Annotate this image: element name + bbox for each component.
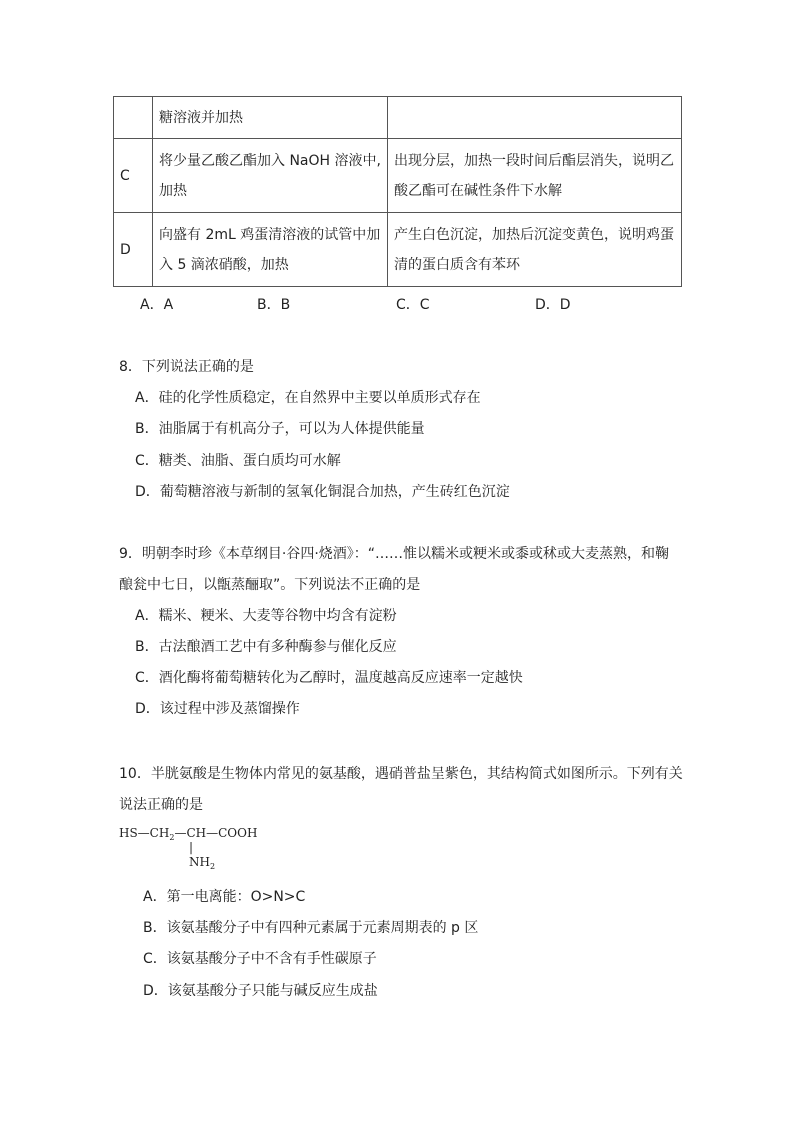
q10-option-b[interactable]: B．该氨基酸分子中有四种元素属于元素周期表的 p 区 (143, 920, 479, 936)
formula-bond-line: | (189, 840, 194, 854)
operation-cell: 糖溶液并加热 (153, 97, 388, 139)
q10-stem-line2: 说法正确的是 (119, 797, 203, 813)
conclusion-cell: 出现分层，加热一段时间后酯层消失，说明乙 酸乙酯可在碱性条件下水解 (388, 139, 682, 213)
formula-amino-group: $NH_2$ (189, 855, 216, 871)
row-label: D (114, 213, 153, 287)
q8-stem: 8．下列说法正确的是 (119, 359, 254, 375)
q9-stem-line2: 酿瓮中七日，以甑蒸酾取”。下列说法不正确的是 (119, 577, 421, 593)
experiment-table (113, 96, 682, 287)
q7-option-c[interactable]: C．C (396, 297, 430, 313)
table-row (114, 97, 682, 139)
q9-option-c[interactable]: C．酒化酶将葡萄糖转化为乙醇时，温度越高反应速率一定越快 (135, 670, 523, 686)
q7-options (140, 294, 640, 314)
conclusion-cell: 产生白色沉淀，加热后沉淀变黄色，说明鸡蛋 清的蛋白质含有苯环 (388, 213, 682, 287)
q9-option-a[interactable]: A．糯米、粳米、大麦等谷物中均含有淀粉 (135, 608, 397, 624)
q9-option-b[interactable]: B．古法酿酒工艺中有多种酶参与催化反应 (135, 639, 397, 655)
q7-option-a[interactable]: A．A (140, 297, 174, 313)
q9-stem-line1: 9．明朝李时珍《本草纲目·谷四·烧酒》：“……惟以糯米或粳米或黍或秫或大麦蒸熟，和鞠 (119, 546, 670, 562)
structural-formula: $HS—CH_2—CH—COOH$ (119, 826, 258, 842)
q9-option-d[interactable]: D．该过程中涉及蒸馏操作 (135, 701, 300, 717)
q8-option-d[interactable]: D．葡萄糖溶液与新制的氢氧化铜混合加热，产生砖红色沉淀 (135, 484, 510, 500)
q7-option-d[interactable]: D．D (535, 297, 571, 313)
row-label (114, 97, 153, 139)
q8-option-a[interactable]: A．硅的化学性质稳定，在自然界中主要以单质形式存在 (135, 390, 481, 406)
table-row (114, 213, 682, 287)
q8-option-c[interactable]: C．糖类、油脂、蛋白质均可水解 (135, 453, 341, 469)
operation-cell: 将少量乙酸乙酯加入 NaOH 溶液中, 加热 (153, 139, 388, 213)
q8-option-b[interactable]: B．油脂属于有机高分子，可以为人体提供能量 (135, 421, 425, 437)
row-label: C (114, 139, 153, 213)
table-row (114, 139, 682, 213)
q10-stem-line1: 10．半胱氨酸是生物体内常见的氨基酸，遇硝普盐呈紫色，其结构简式如图所示。下列有关 (119, 766, 683, 782)
operation-cell: 向盛有 2mL 鸡蛋清溶液的试管中加 入 5 滴浓硝酸，加热 (153, 213, 388, 287)
conclusion-cell (388, 97, 682, 139)
q10-option-c[interactable]: C．该氨基酸分子中不含有手性碳原子 (143, 951, 377, 967)
q10-option-a[interactable]: A．第一电离能：O>N>C (143, 889, 306, 905)
q7-option-b[interactable]: B．B (257, 297, 291, 313)
q10-option-d[interactable]: D．该氨基酸分子只能与碱反应生成盐 (143, 983, 378, 999)
